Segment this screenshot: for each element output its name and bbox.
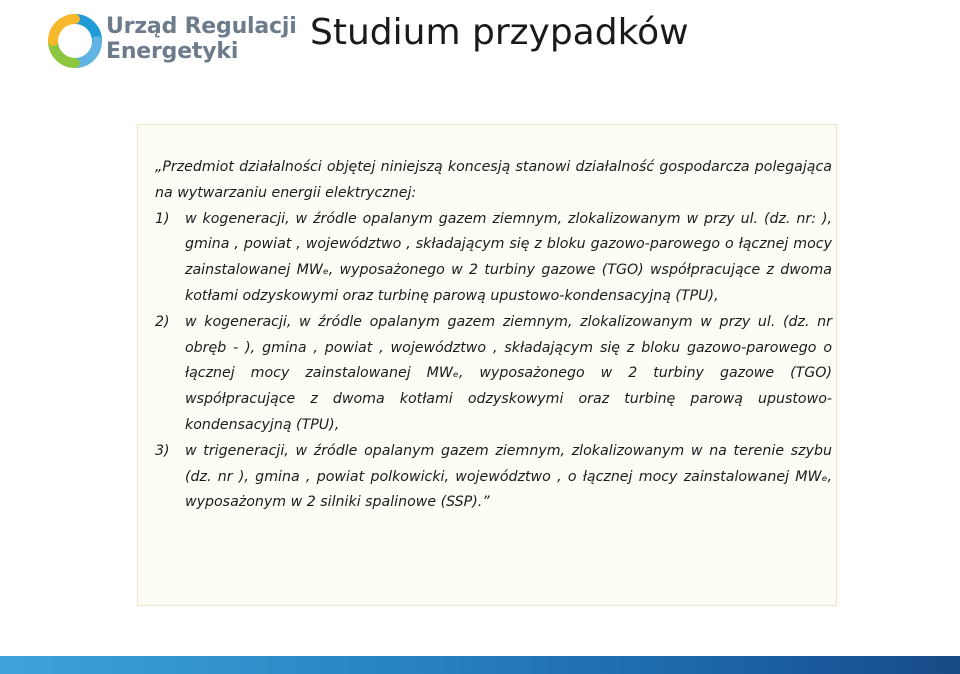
list-item-number: 1) xyxy=(155,210,170,227)
list-item xyxy=(155,310,832,439)
list-item-text: w kogeneracji, w źródle opalanym gazem ziemnym, zlokalizowanym w przy ul. (dz. nr obręb - ), gmina , powiat , województwo , składającym się z bloku gazowo-parowego o łącznej mocy zainstalowanej MWₑ, wyposażonego w 2 turbiny gazowe (TGO) współpracujące z dwoma kotłami odzyskowymi oraz turbinę parową upustowo-kondensacyjną (TPU), xyxy=(185,313,832,433)
list-item xyxy=(155,439,832,516)
footer-bar xyxy=(0,656,960,674)
list-item-number: 3) xyxy=(155,442,170,459)
logo-text-line2: Energetyki xyxy=(106,39,239,64)
ure-logo-icon xyxy=(48,14,102,68)
list-item-text: w kogeneracji, w źródle opalanym gazem ziemnym, zlokalizowanym w przy ul. (dz. nr: ), gmina , powiat , województwo , składającym się z bloku gazowo-parowego o łącznej mocy zainstalowanej MWₑ, wyposażonego w 2 turbiny gazowe (TGO) współpracujące z dwoma kotłami odzyskowymi oraz turbinę parową upustowo-kondensacyjną (TPU), xyxy=(185,210,832,304)
list-item-text: w trigeneracji, w źródle opalanym gazem ziemnym, zlokalizowanym w na terenie szybu (dz. nr ), gmina , powiat polkowicki, województwo , o łącznej mocy zainstalowanej MWₑ, wyposażonym w 2 silniki spalinowe (SSP).” xyxy=(185,442,832,511)
list-item-number: 2) xyxy=(155,313,170,330)
scanned-document xyxy=(137,124,837,606)
slide-title: Studium przypadków xyxy=(310,12,689,53)
document-intro: „Przedmiot działalności objętej niniejszą koncesją stanowi działalność gospodarcza polegająca na wytwarzaniu energii elektrycznej: xyxy=(155,159,832,201)
list-item xyxy=(155,207,832,310)
ure-logo xyxy=(48,12,297,70)
logo-text-line1: Urząd Regulacji xyxy=(106,14,297,39)
